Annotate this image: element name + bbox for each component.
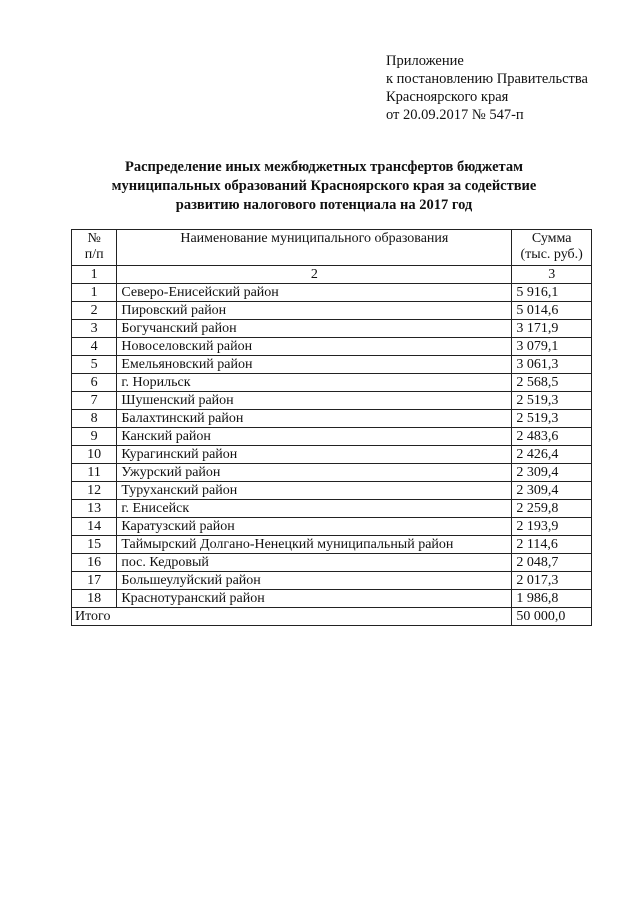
table-row: [72, 518, 592, 536]
appendix-line: от 20.09.2017 № 547-п: [386, 107, 524, 123]
table-header: [72, 230, 592, 266]
row-number: 15: [72, 536, 117, 554]
column-number: 1: [72, 266, 117, 284]
municipality-name: Курагинский район: [117, 446, 512, 464]
municipality-name: Туруханский район: [117, 482, 512, 500]
table-row: [72, 338, 592, 356]
row-number: 6: [72, 374, 117, 392]
total-row: [72, 608, 592, 626]
transfer-sum: 3 061,3: [512, 356, 592, 374]
transfer-sum: 2 519,3: [512, 392, 592, 410]
row-number: 14: [72, 518, 117, 536]
row-number: 9: [72, 428, 117, 446]
table-row: [72, 536, 592, 554]
row-number: 13: [72, 500, 117, 518]
municipality-name: Новоселовский район: [117, 338, 512, 356]
header-sum-line2: (тыс. руб.): [520, 247, 583, 262]
table-row: [72, 284, 592, 302]
table-row: [72, 302, 592, 320]
transfer-sum: 2 017,3: [512, 572, 592, 590]
transfer-sum: 3 079,1: [512, 338, 592, 356]
municipality-name: Емельяновский район: [117, 356, 512, 374]
row-number: 16: [72, 554, 117, 572]
table-row: [72, 392, 592, 410]
header-num-line1: №: [87, 231, 101, 246]
table-body: [72, 266, 592, 608]
row-number: 8: [72, 410, 117, 428]
title-line: развитию налогового потенциала на 2017 год: [175, 197, 473, 213]
municipality-name: Богучанский район: [117, 320, 512, 338]
municipality-name: Краснотуранский район: [117, 590, 512, 608]
row-number: 10: [72, 446, 117, 464]
row-number: 11: [72, 464, 117, 482]
column-number: 2: [117, 266, 512, 284]
column-number: 3: [512, 266, 592, 284]
transfer-sum: 2 309,4: [512, 464, 592, 482]
transfer-sum: 2 114,6: [512, 536, 592, 554]
table-row: [72, 374, 592, 392]
header-name: Наименование муниципального образования: [117, 230, 512, 266]
row-number: 3: [72, 320, 117, 338]
column-numbers-row: [72, 266, 592, 284]
table-row: [72, 590, 592, 608]
municipality-name: г. Норильск: [117, 374, 512, 392]
header-num: [72, 230, 117, 266]
distribution-table: [71, 229, 592, 626]
municipality-name: Канский район: [117, 428, 512, 446]
table-row: [72, 572, 592, 590]
appendix-block: [386, 52, 588, 124]
row-number: 18: [72, 590, 117, 608]
row-number: 5: [72, 356, 117, 374]
municipality-name: Таймырский Долгано-Ненецкий муниципальный район: [117, 536, 512, 554]
row-number: 2: [72, 302, 117, 320]
appendix-line: Приложение: [386, 53, 464, 69]
appendix-line: к постановлению Правительства: [386, 71, 588, 87]
table-footer: [72, 608, 592, 626]
title-line: Распределение иных межбюджетных трансфертов бюджетам: [125, 159, 523, 175]
total-sum: 50 000,0: [512, 608, 592, 626]
municipality-name: Балахтинский район: [117, 410, 512, 428]
table-row: [72, 464, 592, 482]
transfer-sum: 2 259,8: [512, 500, 592, 518]
table-row: [72, 446, 592, 464]
transfer-sum: 2 426,4: [512, 446, 592, 464]
transfer-sum: 3 171,9: [512, 320, 592, 338]
table-row: [72, 482, 592, 500]
header-num-line2: п/п: [84, 247, 104, 262]
transfer-sum: 5 916,1: [512, 284, 592, 302]
table-row: [72, 554, 592, 572]
municipality-name: Северо-Енисейский район: [117, 284, 512, 302]
transfer-sum: 2 193,9: [512, 518, 592, 536]
table-row: [72, 500, 592, 518]
row-number: 4: [72, 338, 117, 356]
row-number: 17: [72, 572, 117, 590]
transfer-sum: 1 986,8: [512, 590, 592, 608]
header-sum: [512, 230, 592, 266]
municipality-name: Шушенский район: [117, 392, 512, 410]
municipality-name: Большеулуйский район: [117, 572, 512, 590]
municipality-name: Пировский район: [117, 302, 512, 320]
appendix-line: Красноярского края: [386, 89, 509, 105]
municipality-name: Ужурский район: [117, 464, 512, 482]
transfer-sum: 2 568,5: [512, 374, 592, 392]
municipality-name: г. Енисейск: [117, 500, 512, 518]
row-number: 1: [72, 284, 117, 302]
municipality-name: Каратузский район: [117, 518, 512, 536]
transfer-sum: 5 014,6: [512, 302, 592, 320]
transfer-sum: 2 519,3: [512, 410, 592, 428]
municipality-name: пос. Кедровый: [117, 554, 512, 572]
document-title: [80, 158, 568, 215]
table-row: [72, 356, 592, 374]
header-row: [72, 230, 592, 266]
row-number: 7: [72, 392, 117, 410]
header-sum-line1: Сумма: [531, 231, 572, 246]
transfer-sum: 2 048,7: [512, 554, 592, 572]
total-label: Итого: [72, 608, 512, 626]
transfer-sum: 2 483,6: [512, 428, 592, 446]
transfer-sum: 2 309,4: [512, 482, 592, 500]
table-row: [72, 428, 592, 446]
row-number: 12: [72, 482, 117, 500]
table-row: [72, 410, 592, 428]
table-row: [72, 320, 592, 338]
title-line: муниципальных образований Красноярского края за содействие: [111, 178, 537, 194]
